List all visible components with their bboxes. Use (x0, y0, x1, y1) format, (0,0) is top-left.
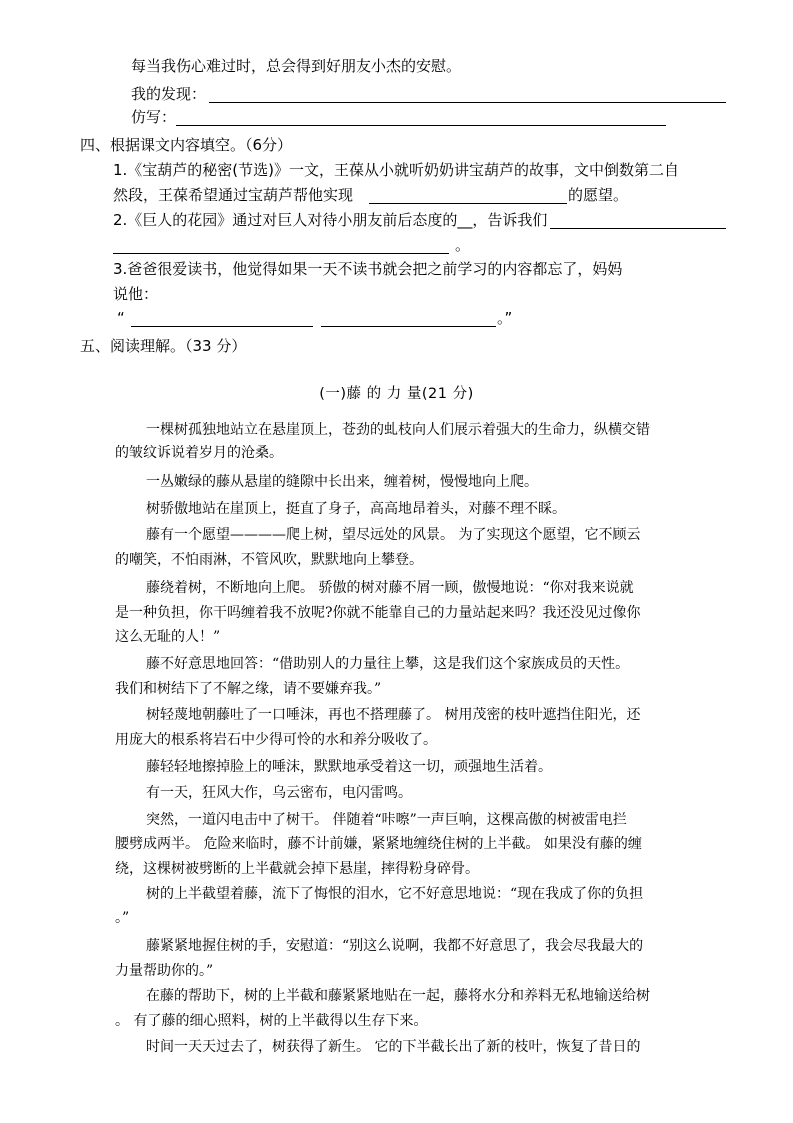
passage-text: 。 有了藤的细心照料，树的上半截得以生存下来。 (115, 1013, 428, 1029)
passage-line (0, 578, 793, 604)
passage-text: 树轻蔑地朝藤吐了一口唾沫，再也不搭理藤了。 树用茂密的枝叶遮挡住阳光，还 (146, 707, 641, 723)
passage-line (0, 810, 793, 836)
passage-line (0, 705, 793, 731)
passage-line (0, 986, 793, 1012)
passage-line (0, 654, 793, 680)
q3-line3 (0, 308, 793, 334)
q3-blank-1[interactable] (131, 326, 313, 327)
passage-line (0, 525, 793, 551)
q1-text-2b: 的愿望。 (568, 186, 629, 204)
q1-line1 (0, 160, 793, 186)
discovery-label: 我的发现： (131, 85, 207, 103)
passage-line (0, 627, 793, 653)
passage-line (0, 783, 793, 809)
discovery-blank[interactable] (209, 102, 726, 103)
passage-text: 藤紧紧地握住树的手，安慰道：“别这么说啊，我都不好意思了，我会尽我最大的 (146, 938, 644, 954)
q3-text-2: 说他： (113, 285, 159, 303)
q2-end: 。 (455, 236, 471, 254)
passage-line (0, 1037, 793, 1063)
q2-line1 (0, 210, 793, 236)
passage-text: 树骄傲地站在崖顶上，挺直了身子，高高地昂着头，对藤不理不睬。 (146, 501, 566, 517)
passage-line (0, 603, 793, 629)
passage-text: 一棵树孤独地站立在悬崖顶上，苍劲的虬枝向人们展示着强大的生命力，纵横交错 (146, 422, 650, 438)
passage-text: 藤轻轻地擦掉脸上的唾沫，默默地承受着这一切，顽强地生活着。 (146, 759, 552, 775)
q3-text-1: 3.爸爸很爱读书，他觉得如果一天不读书就会把之前学习的内容都忘了，妈妈 (113, 260, 623, 278)
imitation-line (0, 107, 793, 133)
q2-blank-1[interactable] (550, 228, 726, 229)
passage-text: 有一天，狂风大作，乌云密布，电闪雷鸣。 (146, 785, 412, 801)
passage-text: 我们和树结下了不解之缘，请不要嫌弃我。” (115, 681, 382, 697)
q1-line2 (0, 185, 793, 211)
passage-text: 在藤的帮助下，树的上半截和藤紧紧地贴在一起，藤将水分和养料无私地输送给树 (146, 988, 650, 1004)
passage-line (0, 908, 793, 934)
reading-title: (一)藤 的 力 量(21 分) (319, 386, 474, 402)
section4-heading-line (0, 135, 793, 161)
imitation-label: 仿写： (131, 108, 177, 126)
q2-blank-2[interactable] (113, 253, 449, 254)
passage-line (0, 550, 793, 576)
passage-line (0, 730, 793, 756)
passage-text: 时间一天天过去了，树获得了新生。 它的下半截长出了新的枝叶，恢复了昔日的 (146, 1039, 641, 1055)
passage-text: 树的上半截望着藤，流下了悔恨的泪水，它不好意思地说：“现在我成了你的负担 (146, 886, 644, 902)
q1-text-1: 1.《宝葫芦的秘密(节选)》一文，王葆从小就听奶奶讲宝葫芦的故事，文中倒数第二自 (113, 161, 680, 179)
q3-blank-2[interactable] (321, 326, 496, 327)
q3-end: 。” (497, 309, 513, 327)
q3-open-quote: “ (117, 309, 125, 327)
passage-line (0, 472, 793, 498)
imitation-blank[interactable] (176, 125, 666, 126)
passage-text: 腰劈成两半。 危险来临时，藤不计前嫌，紧紧地缠绕住树的上半截。 如果没有藤的缠 (115, 836, 642, 852)
passage-text: 的嘲笑，不怕雨淋，不管风吹，默默地向上攀登。 (115, 552, 423, 568)
passage-text: 藤有一个愿望————爬上树，望尽远处的风景。 为了实现这个愿望，它不顾云 (146, 527, 641, 543)
example-sentence-line (0, 56, 793, 82)
passage-line (0, 1011, 793, 1037)
passage-text: 这么无耻的人！” (115, 629, 221, 645)
q2-line2 (0, 235, 793, 261)
passage-line (0, 499, 793, 525)
section4-heading: 四、根据课文内容填空。（6分） (80, 136, 293, 154)
q1-text-2a: 然段，王葆希望通过宝葫芦帮他实现 (113, 186, 354, 204)
passage-line (0, 884, 793, 910)
passage-text: 藤绕着树，不断地向上爬。 骄傲的树对藤不屑一顾，傲慢地说：“你对我来说就 (146, 580, 634, 596)
example-sentence: 每当我伤心难过时，总会得到好朋友小杰的安慰。 (131, 57, 462, 75)
passage-text: 一丛嫩绿的藤从悬崖的缝隙中长出来，缠着树，慢慢地向上爬。 (146, 474, 538, 490)
passage-text: 的皱纹诉说着岁月的沧桑。 (115, 445, 283, 461)
passage-line (0, 757, 793, 783)
passage-line (0, 961, 793, 987)
passage-text: 绕，这棵树被劈断的上半截就会掉下悬崖，摔得粉身碎骨。 (115, 861, 479, 877)
q1-blank[interactable] (369, 203, 567, 204)
passage-line (0, 859, 793, 885)
passage-line (0, 834, 793, 860)
section5-heading-line (0, 336, 793, 362)
passage-text: 突然，一道闪电击中了树干。 伴随着“咔嚓”一声巨响，这棵高傲的树被雷电拦 (146, 812, 627, 828)
passage-text: 。” (115, 910, 130, 926)
section5-heading: 五、阅读理解。（33 分） (80, 337, 247, 355)
q3-line1 (0, 259, 793, 285)
passage-line (0, 936, 793, 962)
passage-text: 是一种负担，你干吗缠着我不放呢?你就不能靠自己的力量站起来吗？我还没见过像你 (115, 605, 641, 621)
passage-line (0, 443, 793, 469)
passage-text: 藤不好意思地回答：“借助别人的力量往上攀，这是我们这个家族成员的天性。 (146, 656, 630, 672)
passage-text: 力量帮助你的。” (115, 963, 214, 979)
passage-text: 用庞大的根系将岩石中少得可怜的水和养分吸收了。 (115, 732, 437, 748)
q3-line2 (0, 284, 793, 310)
passage-line (0, 679, 793, 705)
q2-text-1: 2.《巨人的花园》通过对巨人对待小朋友前后态度的__，告诉我们 (113, 211, 548, 229)
